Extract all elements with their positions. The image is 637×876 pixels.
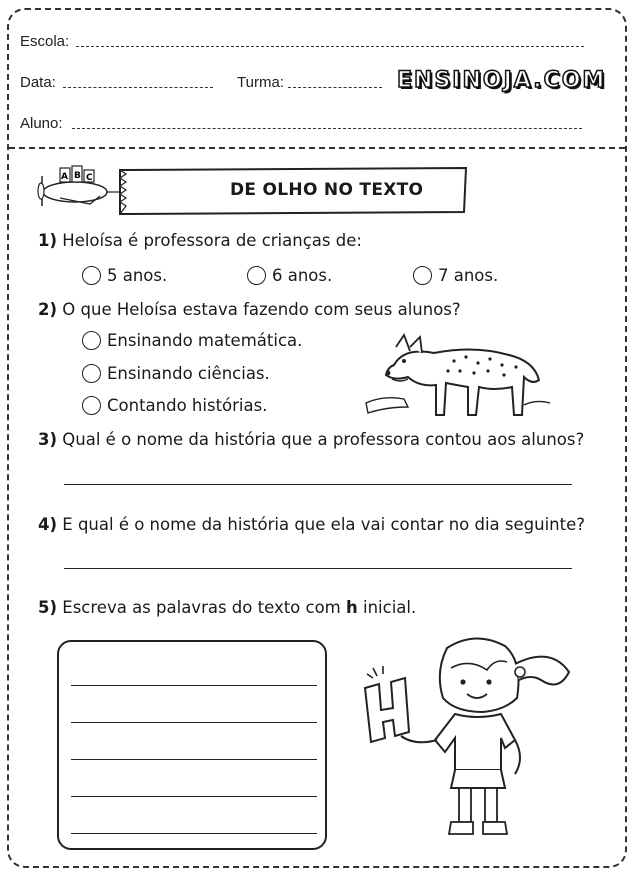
question-5-text-before: Escreva as palavras do texto com	[62, 598, 347, 617]
question-1-option-2[interactable]	[247, 266, 332, 285]
question-1-text: Heloísa é professora de crianças de:	[62, 231, 362, 250]
option-label: 7 anos.	[438, 266, 499, 285]
question-3-text: Qual é o nome da história que a professora contou aos alunos?	[62, 430, 585, 449]
question-2-option-2[interactable]	[82, 364, 270, 383]
answer-line[interactable]	[71, 796, 317, 797]
svg-text:B: B	[74, 171, 81, 181]
class-label: Turma:	[237, 74, 284, 91]
question-2-number: 2)	[38, 300, 58, 319]
student-label: Aluno:	[20, 115, 63, 132]
question-4	[38, 515, 585, 534]
answer-line[interactable]	[71, 833, 317, 834]
radio-circle[interactable]	[82, 396, 101, 415]
hyena-icon	[364, 325, 554, 425]
banner-title: DE OLHO NO TEXTO	[230, 180, 424, 200]
question-1	[38, 231, 362, 250]
question-3-answer-line[interactable]	[64, 484, 572, 485]
question-4-answer-line[interactable]	[64, 568, 572, 569]
answer-box[interactable]	[57, 640, 327, 850]
question-5-text-after: inicial.	[357, 598, 417, 617]
question-3	[38, 430, 584, 449]
date-field[interactable]	[63, 87, 213, 88]
answer-line[interactable]	[71, 722, 317, 723]
answer-line[interactable]	[71, 759, 317, 760]
question-1-number: 1)	[38, 231, 58, 250]
header-divider	[9, 147, 625, 149]
svg-text:A: A	[61, 172, 68, 182]
answer-line[interactable]	[71, 685, 317, 686]
radio-circle[interactable]	[413, 266, 432, 285]
site-logo: ENSINOJA.COM	[397, 68, 607, 93]
question-5-text-bold: h	[346, 598, 358, 617]
question-2-text: O que Heloísa estava fazendo com seus alunos?	[62, 300, 461, 319]
question-4-text: E qual é o nome da história que ela vai contar no dia seguinte?	[62, 515, 586, 534]
option-label: 5 anos.	[107, 266, 168, 285]
date-label: Data:	[20, 74, 56, 91]
option-label: Ensinando matemática.	[107, 331, 303, 350]
girl-holding-letter-h-icon	[355, 628, 585, 850]
option-label: 6 anos.	[272, 266, 333, 285]
question-1-option-3[interactable]	[413, 266, 498, 285]
question-2-option-3[interactable]	[82, 396, 267, 415]
option-label: Contando histórias.	[107, 396, 268, 415]
radio-circle[interactable]	[82, 331, 101, 350]
question-2-option-1[interactable]	[82, 331, 302, 350]
radio-circle[interactable]	[82, 266, 101, 285]
svg-text:C: C	[86, 173, 93, 183]
question-1-option-1[interactable]	[82, 266, 167, 285]
question-4-number: 4)	[38, 515, 58, 534]
school-label: Escola:	[20, 33, 70, 50]
student-field[interactable]	[72, 128, 582, 129]
school-field[interactable]	[76, 46, 584, 47]
radio-circle[interactable]	[82, 364, 101, 383]
question-5-number: 5)	[38, 598, 58, 617]
class-field[interactable]	[288, 87, 382, 88]
question-2	[38, 300, 461, 319]
question-5	[38, 598, 416, 617]
radio-circle[interactable]	[247, 266, 266, 285]
option-label: Ensinando ciências.	[107, 364, 270, 383]
question-3-number: 3)	[38, 430, 58, 449]
